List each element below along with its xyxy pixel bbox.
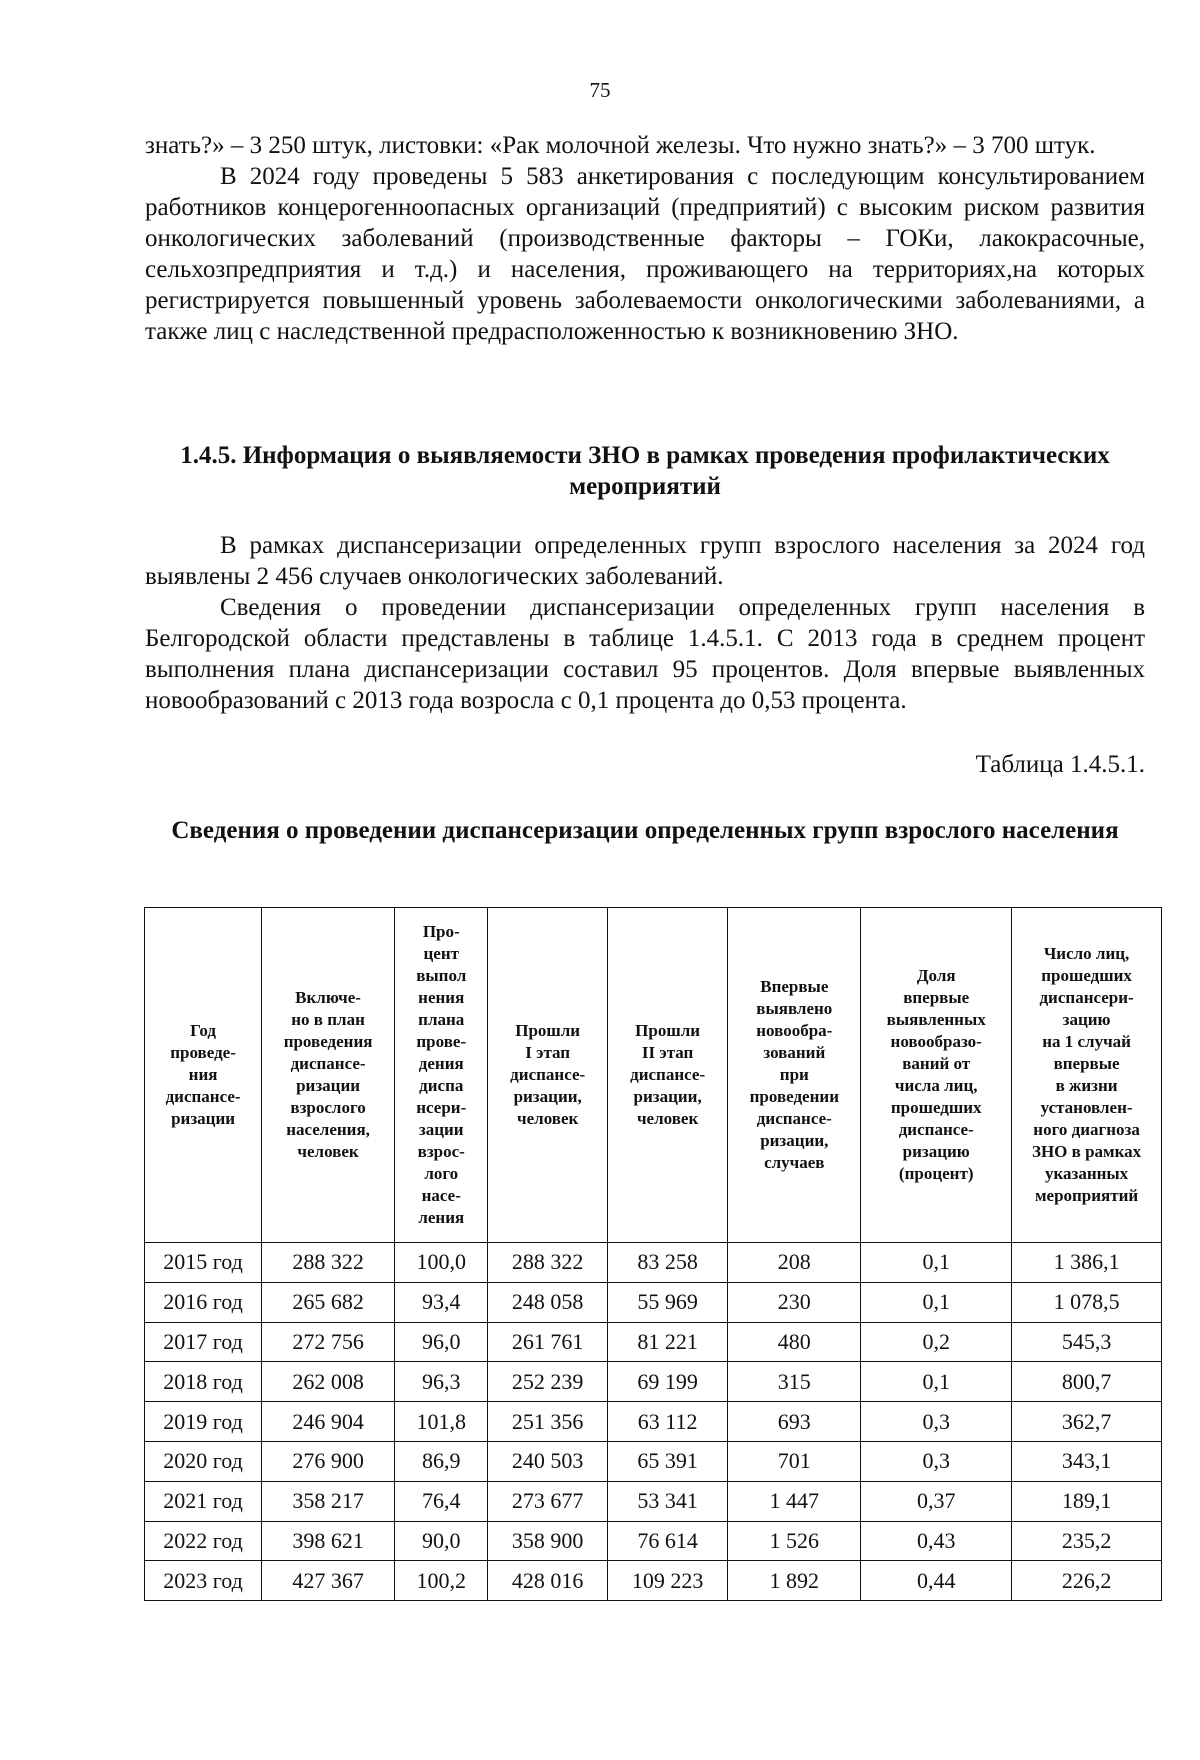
table-cell: 100,2 xyxy=(395,1561,488,1601)
table-cell: 288 322 xyxy=(488,1243,607,1283)
column-header: Включе- но в план проведения диспансе- ризации взрослого населения, человек xyxy=(262,908,395,1243)
paragraph: В 2024 году проведены 5 583 анкетирования с последующим консультированием работников концерогенноопасных организаций (предприятий) с высоким риском развития онкологических заболеваний (производственные факторы – ГОКи, лакокрасочные, сельхозпредприятия и т.д.) и населения, проживающего на территориях,на которых регистрируется повышенный уровень заболеваемости онкологическими заболеваниями, а также лиц с наследственной предрасположенностью к возникновению ЗНО. xyxy=(145,163,1145,345)
table-cell: 0,37 xyxy=(861,1481,1012,1521)
table-row xyxy=(145,1481,1162,1521)
table-cell: 398 621 xyxy=(262,1521,395,1561)
table-cell: 1 386,1 xyxy=(1012,1243,1162,1283)
column-header: Прошли II этап диспансе- ризации, человек xyxy=(607,908,728,1243)
table-cell: 362,7 xyxy=(1012,1402,1162,1442)
table-cell: 83 258 xyxy=(607,1243,728,1283)
table-cell: 76,4 xyxy=(395,1481,488,1521)
table-cell: 0,2 xyxy=(861,1322,1012,1362)
table-cell: 1 447 xyxy=(728,1481,861,1521)
table-cell: 262 008 xyxy=(262,1362,395,1402)
table-cell: 90,0 xyxy=(395,1521,488,1561)
mid-text-block xyxy=(145,530,1145,716)
paragraph: В рамках диспансеризации определенных групп взрослого населения за 2024 год выявлены 2 456 случаев онкологических заболеваний. xyxy=(145,532,1145,590)
table-cell: 252 239 xyxy=(488,1362,607,1402)
table-body xyxy=(145,1243,1162,1601)
table-cell: 2015 год xyxy=(145,1243,262,1283)
table-row xyxy=(145,1282,1162,1322)
table-cell: 315 xyxy=(728,1362,861,1402)
table-cell: 1 526 xyxy=(728,1521,861,1561)
table-cell: 189,1 xyxy=(1012,1481,1162,1521)
table-row xyxy=(145,1243,1162,1283)
table-row xyxy=(145,1322,1162,1362)
section-heading: 1.4.5. Информация о выявляемости ЗНО в рамках проведения профилактических мероприятий xyxy=(180,442,1110,500)
table-cell: 343,1 xyxy=(1012,1441,1162,1481)
page-number: 75 xyxy=(589,78,611,102)
table-cell: 427 367 xyxy=(262,1561,395,1601)
table-cell: 693 xyxy=(728,1402,861,1442)
table-cell: 65 391 xyxy=(607,1441,728,1481)
column-header: Про- цент выпол нения плана прове- дения диспа нсери- зации взрос- лого насе- ления xyxy=(395,908,488,1243)
table-cell: 2021 год xyxy=(145,1481,262,1521)
table-cell: 428 016 xyxy=(488,1561,607,1601)
table-cell: 101,8 xyxy=(395,1402,488,1442)
table-cell: 248 058 xyxy=(488,1282,607,1322)
table-cell: 800,7 xyxy=(1012,1362,1162,1402)
table-cell: 96,3 xyxy=(395,1362,488,1402)
table-cell: 0,1 xyxy=(861,1362,1012,1402)
top-text-block xyxy=(145,130,1145,347)
table-cell: 55 969 xyxy=(607,1282,728,1322)
table-row xyxy=(145,1441,1162,1481)
table-cell: 246 904 xyxy=(262,1402,395,1442)
table-cell: 100,0 xyxy=(395,1243,488,1283)
column-header: Впервые выявлено новообра- зований при проведении диспансе- ризации, случаев xyxy=(728,908,861,1243)
table-row xyxy=(145,1402,1162,1442)
table-cell: 2018 год xyxy=(145,1362,262,1402)
table-cell: 96,0 xyxy=(395,1322,488,1362)
table-cell: 265 682 xyxy=(262,1282,395,1322)
table-cell: 240 503 xyxy=(488,1441,607,1481)
table-cell: 53 341 xyxy=(607,1481,728,1521)
table-cell: 2023 год xyxy=(145,1561,262,1601)
table-cell: 480 xyxy=(728,1322,861,1362)
table-cell: 358 217 xyxy=(262,1481,395,1521)
table-cell: 93,4 xyxy=(395,1282,488,1322)
table-cell: 2017 год xyxy=(145,1322,262,1362)
table-cell: 272 756 xyxy=(262,1322,395,1362)
paragraph: Сведения о проведении диспансеризации определенных групп населения в Белгородской области представлены в таблице 1.4.5.1. С 2013 года в среднем процент выполнения плана диспансеризации составил 95 процентов. Доля впервые выявленных новообразований с 2013 года возросла с 0,1 процента до 0,53 процента. xyxy=(145,594,1145,714)
table-cell: 109 223 xyxy=(607,1561,728,1601)
column-header: Доля впервые выявленных новообразо- ваний от числа лиц, прошедших диспансе- ризацию (процент) xyxy=(861,908,1012,1243)
column-header: Прошли I этап диспансе- ризации, человек xyxy=(488,908,607,1243)
table-cell: 261 761 xyxy=(488,1322,607,1362)
table-cell: 358 900 xyxy=(488,1521,607,1561)
table-cell: 69 199 xyxy=(607,1362,728,1402)
table-cell: 2019 год xyxy=(145,1402,262,1442)
table-row xyxy=(145,1362,1162,1402)
table-cell: 273 677 xyxy=(488,1481,607,1521)
table-cell: 701 xyxy=(728,1441,861,1481)
table-cell: 235,2 xyxy=(1012,1521,1162,1561)
table-cell: 1 078,5 xyxy=(1012,1282,1162,1322)
table-cell: 251 356 xyxy=(488,1402,607,1442)
table-header-row xyxy=(145,908,1162,1243)
table-row xyxy=(145,1561,1162,1601)
table-cell: 0,3 xyxy=(861,1441,1012,1481)
table-cell: 226,2 xyxy=(1012,1561,1162,1601)
table-cell: 63 112 xyxy=(607,1402,728,1442)
table-cell: 2020 год xyxy=(145,1441,262,1481)
table-cell: 1 892 xyxy=(728,1561,861,1601)
table-cell: 230 xyxy=(728,1282,861,1322)
table-cell: 2022 год xyxy=(145,1521,262,1561)
table-cell: 2016 год xyxy=(145,1282,262,1322)
table-cell: 288 322 xyxy=(262,1243,395,1283)
table-row xyxy=(145,1521,1162,1561)
column-header: Число лиц, прошедших диспансери- зацию на 1 случай впервые в жизни установлен- ного диагноза ЗНО в рамках указанных мероприятий xyxy=(1012,908,1162,1243)
table-cell: 81 221 xyxy=(607,1322,728,1362)
table-cell: 0,44 xyxy=(861,1561,1012,1601)
table-cell: 276 900 xyxy=(262,1441,395,1481)
column-header: Год проведе- ния диспансе- ризации xyxy=(145,908,262,1243)
table-cell: 0,1 xyxy=(861,1282,1012,1322)
dispensarization-table xyxy=(144,907,1162,1601)
table-cell: 208 xyxy=(728,1243,861,1283)
table-cell: 0,3 xyxy=(861,1402,1012,1442)
table-cell: 86,9 xyxy=(395,1441,488,1481)
table-cell: 545,3 xyxy=(1012,1322,1162,1362)
table-caption: Таблица 1.4.5.1. xyxy=(975,751,1145,778)
paragraph: знать?» – 3 250 штук, листовки: «Рак молочной железы. Что нужно знать?» – 3 700 штук. xyxy=(145,132,1096,159)
table-cell: 0,43 xyxy=(861,1521,1012,1561)
table-cell: 0,1 xyxy=(861,1243,1012,1283)
table-cell: 76 614 xyxy=(607,1521,728,1561)
table-title: Сведения о проведении диспансеризации определенных групп взрослого населения xyxy=(171,817,1119,844)
